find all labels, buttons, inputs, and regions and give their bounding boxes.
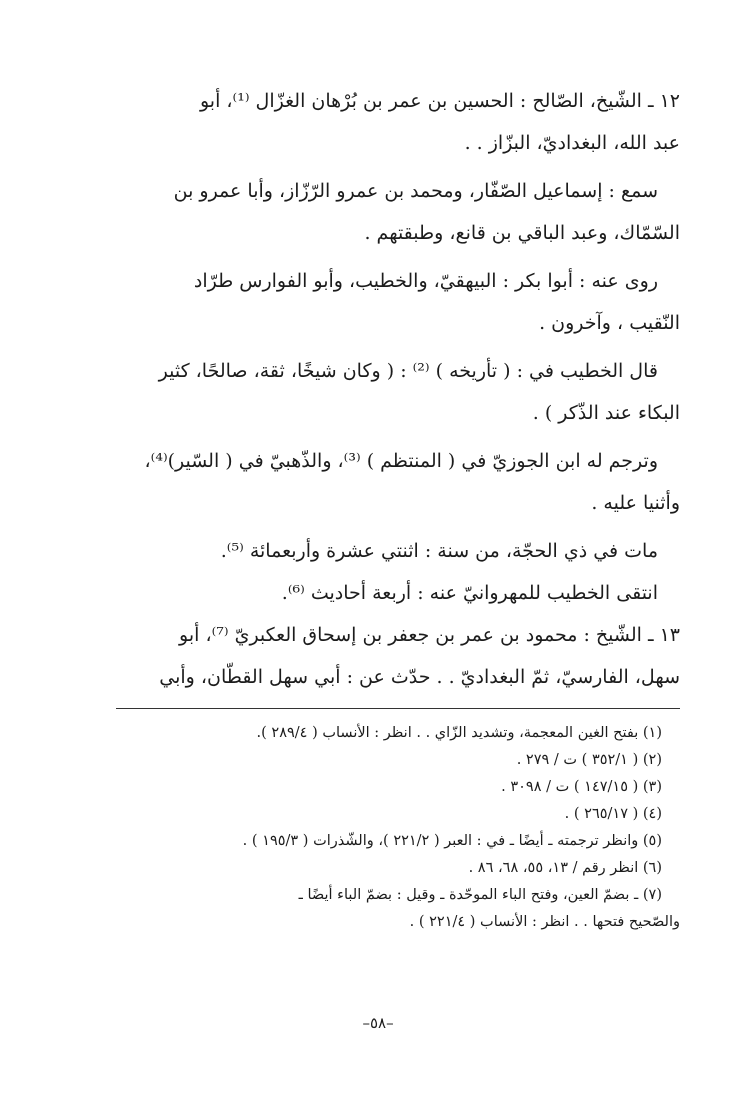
main-text bbox=[96, 80, 680, 698]
footnote-3: (٣) ( ١٤٧/١٥ ) ت / ٣٠٩٨ . bbox=[501, 779, 662, 795]
selection-line: انتقى الخطيب للمهروانيّ عنه : أربعة أحاديث ⁽⁶⁾. bbox=[281, 582, 658, 604]
footnote-2: (٢) ( ٣٥٢/١ ) ت / ٢٧٩ . bbox=[516, 752, 662, 768]
footnote-4: (٤) ( ٢٦٥/١٧ ) . bbox=[564, 806, 662, 822]
narrated-by-line-2: النّقيب ، وآخرون . bbox=[539, 312, 680, 334]
footnote-5: (٥) وانظر ترجمته ـ أيضًا ـ في : العبر ( ٢٢١/٢ )، والشّذرات ( ١٩٥/٣ ) . bbox=[242, 833, 662, 849]
footnote-6: (٦) انظر رقم / ١٣، ٥٥، ٦٨، ٨٦ . bbox=[468, 860, 662, 876]
khatib-quote-line-2: البكاء عند الذّكر ) . bbox=[532, 402, 680, 424]
entry-13-line-1: ١٣ ـ الشّيخ : محمود بن عمر بن جعفر بن إسحاق العكبريّ ⁽⁷⁾، أبو bbox=[179, 624, 680, 646]
narrated-by-line-1: روى عنه : أبوا بكر : البيهقيّ، والخطيب، وأبو الفوارس طرّاد bbox=[193, 270, 658, 292]
footnote-7-continued: والصّحيح فتحها . . انظر : الأنساب ( ٢٢١/٤ ) . bbox=[409, 914, 680, 930]
footnote-7: (٧) ـ بضمّ العين، وفتح الباء الموحّدة ـ وقيل : بضمّ الباء أيضًا ـ bbox=[298, 887, 662, 903]
entry-12-line-2: عبد الله، البغداديّ، البزّاز . . bbox=[464, 132, 680, 154]
biography-line-1: وترجم له ابن الجوزيّ في ( المنتظم ) ⁽³⁾، والذّهبيّ في ( السّير)⁽⁴⁾، bbox=[144, 450, 658, 472]
entry-13-line-2: سهل، الفارسيّ، ثمّ البغداديّ . . حدّث عن : أبي سهل القطّان، وأبي bbox=[159, 666, 680, 688]
footnote-divider bbox=[116, 708, 680, 709]
heard-from-line-1: سمع : إسماعيل الصّفّار، ومحمد بن عمرو الرّزّاز، وأبا عمرو بن bbox=[173, 180, 658, 202]
death-line: مات في ذي الحجّة، من سنة : اثنتي عشرة وأربعمائة ⁽⁵⁾. bbox=[220, 540, 658, 562]
biography-line-2: وأثنيا عليه . bbox=[591, 492, 680, 514]
heard-from-line-2: السّمّاك، وعبد الباقي بن قانع، وطبقتهم . bbox=[364, 222, 680, 244]
entry-12-line-1: ١٢ ـ الشّيخ، الصّالح : الحسين بن عمر بن بُرْهان الغزّال ⁽¹⁾، أبو bbox=[199, 90, 680, 112]
page-number: –٥٨– bbox=[362, 1014, 394, 1032]
footnote-1: (١) بفتح الغين المعجمة، وتشديد الزّاي . . انظر : الأنساب ( ٢٨٩/٤ ). bbox=[256, 725, 662, 741]
khatib-quote-line-1: قال الخطيب في : ( تأريخه ) ⁽²⁾ : ( وكان شيخًا، ثقة، صالحًا، كثير bbox=[158, 360, 658, 382]
footnotes bbox=[96, 720, 680, 936]
